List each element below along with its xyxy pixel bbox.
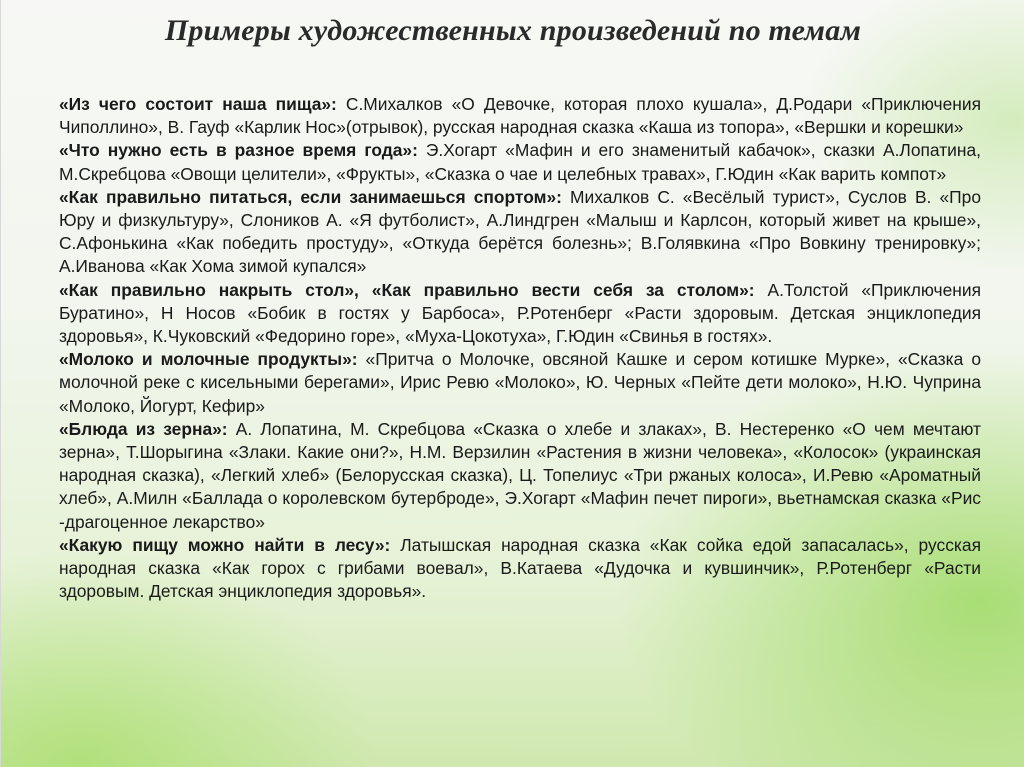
section-text: «Притча о Молочке, овсяной Кашке и сером котишке Мурке», «Сказка о молочной реке с кисельными берегами», Ирис Ревю «Молоко», Ю. Черных «Пейте дети молоко», Н.Ю. Чуприна «Молоко, Йогурт, Кефир» <box>59 349 982 416</box>
section-table-manners <box>59 279 981 349</box>
section-text: Михалков С. «Весёлый турист», Суслов В. «Про Юру и физкультуру», Слоников А. «Я футболист», А.Линдгрен «Малыш и Карлсон, который живет на крыше», С.Афонькина «Как победить простуду», «Откуда берётся болезнь»; В.Голявкина «Про Вовкину тренировку»; А.Иванова «Как Хома зимой купался» <box>59 186 981 277</box>
slide-title: Примеры художественных произведений по темам <box>164 14 862 47</box>
section-grain-dishes <box>59 418 981 534</box>
section-text: Э.Хогарт «Мафин и его знаменитый кабачок», сказки А.Лопатина, М.Скребцова «Овощи целители», «Фрукты», «Сказка о чае и целебных травах», Г.Юдин «Как варить компот» <box>59 140 981 184</box>
section-topic: «Как правильно накрыть стол», «Как правильно вести себя за столом»: <box>59 279 755 300</box>
section-dairy-products <box>59 348 981 418</box>
section-forest-food <box>59 534 981 604</box>
section-text: С.Михалков «О Девочке, которая плохо кушала», Д.Родари «Приключения Чиполлино», В. Гауф «Карлик Нос»(отрывок), русская народная сказка «Каша из топора», «Вершки и корешки» <box>59 94 981 138</box>
section-text: А.Толстой «Приключения Буратино», Н Носов «Бобик в гостях у Барбоса», Р.Ротенберг «Расти здоровым. Детская энциклопедия здоровья», К.Чуковский «Федорино горе», «Муха-Цокотуха», Г.Юдин «Свинья в гостях». <box>59 279 981 347</box>
section-topic: «Молоко и молочные продукты»: <box>59 349 358 370</box>
section-text: Латышская народная сказка «Как сойка едой запасалась», русская народная сказка «Как горох с грибами воевал», В.Катаева «Дудочка и кувшинчик», Р.Ротенберг «Расти здоровым. Детская энциклопедия здоровья». <box>59 534 981 602</box>
section-sport-nutrition <box>59 186 981 279</box>
section-topic: «Блюда из зерна»: <box>59 418 228 439</box>
section-seasonal-food <box>59 139 981 185</box>
slide-content <box>59 93 981 603</box>
section-topic: «Что нужно есть в разное время года»: <box>59 140 418 161</box>
section-food-composition <box>59 93 981 139</box>
section-topic: «Из чего состоит наша пища»: <box>59 94 337 114</box>
section-topic: «Какую пищу можно найти в лесу»: <box>59 534 391 555</box>
section-text: А. Лопатина, М. Скребцова «Сказка о хлебе и злаках», В. Нестеренко «О чем мечтают зерна», Т.Шорыгина «Злаки. Какие они?», Н.М. Верзилин «Растения в жизни человека», «Колосок» (украинская народная сказка), «Легкий хлеб» (Белорусская сказка), Ц. Топелиус «Три ржаных колоса», И.Ревю «Ароматный хлеб», А.Милн «Баллада о королевском бутерброде», Э.Хогарт «Мафин печет пироги», вьетнамская сказка «Рис -драгоценное лекарство» <box>59 418 981 532</box>
section-topic: «Как правильно питаться, если занимаешься спортом»: <box>59 186 562 207</box>
